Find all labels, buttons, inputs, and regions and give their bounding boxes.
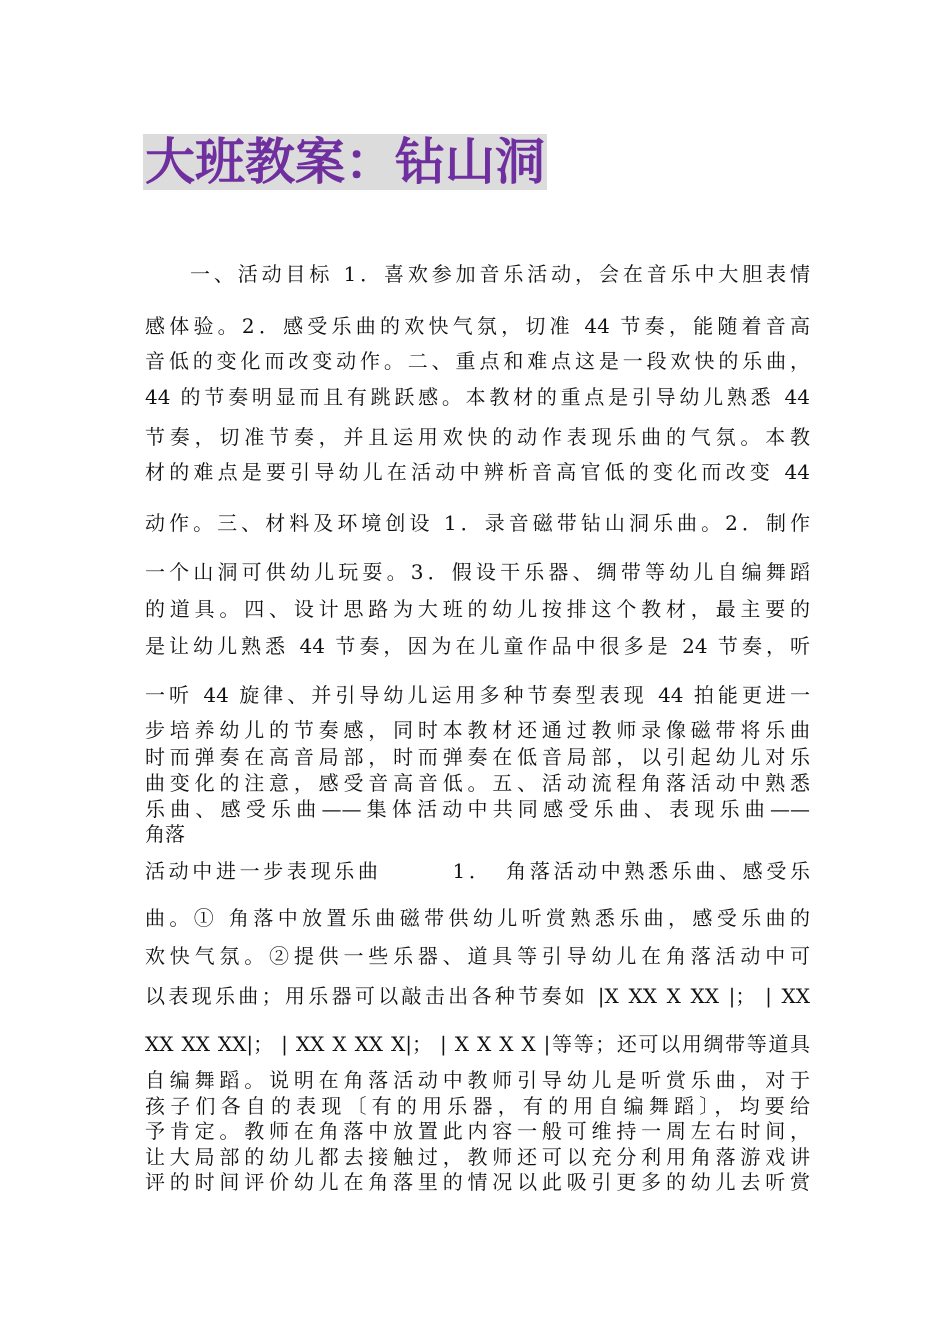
- paragraph-line: 乐曲、感受乐曲——集体活动中共同感受乐曲、表现乐曲——: [145, 797, 810, 821]
- paragraph-line: 一、活动目标 1．喜欢参加音乐活动，会在音乐中大胆表情: [190, 262, 810, 286]
- paragraph-line: 44 的节奏明显而且有跳跃感。本教材的重点是引导幼儿熟悉 44: [145, 385, 810, 409]
- paragraph-line: 评的时间评价幼儿在角落里的情况以此吸引更多的幼儿去听赏: [145, 1170, 810, 1194]
- paragraph-line: 材的难点是要引导幼儿在活动中辨析音高官低的变化而改变 44: [145, 460, 810, 484]
- paragraph-line: 予肯定。教师在角落中放置此内容一般可维持一周左右时间，: [145, 1119, 810, 1143]
- paragraph-line: 以表现乐曲；用乐器可以敲击出各种节奏如 |X XX X XX |； | XX: [145, 984, 810, 1008]
- paragraph-line: 孩子们各自的表现〔有的用乐器，有的用自编舞蹈〕，均要给: [145, 1094, 810, 1118]
- paragraph-line: 节奏，切准节奏，并且运用欢快的动作表现乐曲的气氛。本教: [145, 425, 810, 449]
- paragraph-line: 感体验。2．感受乐曲的欢快气氛，切准 44 节奏，能随着音高: [145, 314, 810, 338]
- paragraph-line: 一听 44 旋律、并引导幼儿运用多种节奏型表现 44 拍能更进一: [145, 683, 810, 707]
- paragraph-line: 曲变化的注意，感受音高音低。五、活动流程角落活动中熟悉: [145, 771, 810, 795]
- paragraph-line: 活动中进一步表现乐曲 1． 角落活动中熟悉乐曲、感受乐: [145, 859, 810, 883]
- paragraph-line: 欢快气氛。②提供一些乐器、道具等引导幼儿在角落活动中可: [145, 944, 810, 968]
- paragraph-line: 的道具。四、设计思路为大班的幼儿按排这个教材，最主要的: [145, 597, 810, 621]
- paragraph-line: 音低的变化而改变动作。二、重点和难点这是一段欢快的乐曲，: [145, 349, 810, 373]
- paragraph-line: 让大局部的幼儿都去接触过，教师还可以充分利用角落游戏讲: [145, 1145, 810, 1169]
- paragraph-line: 步培养幼儿的节奏感，同时本教材还通过教师录像磁带将乐曲: [145, 718, 810, 742]
- paragraph-line: 时而弹奏在高音局部，时而弹奏在低音局部，以引起幼儿对乐: [145, 745, 810, 769]
- paragraph-line: XX XX XX|； | XX X XX X|； | X X X X |等等；还可以用绸带等道具: [145, 1032, 810, 1056]
- document-title: 大班教案：钻山洞: [145, 133, 545, 191]
- paragraph-line: 角落: [145, 822, 185, 846]
- paragraph-line: 曲。① 角落中放置乐曲磁带供幼儿听赏熟悉乐曲，感受乐曲的: [145, 906, 810, 930]
- paragraph-line: 一个山洞可供幼儿玩耍。3．假设干乐器、绸带等幼儿自编舞蹈: [145, 560, 810, 584]
- paragraph-line: 动作。三、材料及环境创设 1．录音磁带钻山洞乐曲。2．制作: [145, 511, 810, 535]
- paragraph-line: 自编舞蹈。说明在角落活动中教师引导幼儿是听赏乐曲，对于: [145, 1068, 810, 1092]
- paragraph-line: 是让幼儿熟悉 44 节奏，因为在儿童作品中很多是 24 节奏，听: [145, 634, 810, 658]
